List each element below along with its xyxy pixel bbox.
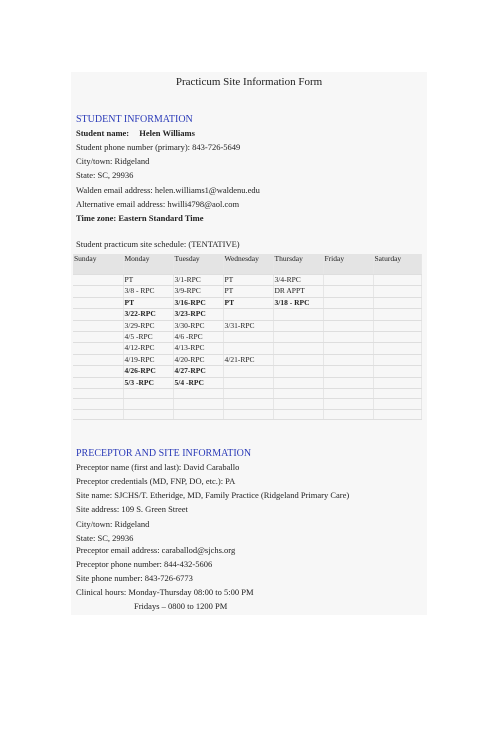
- schedule-cell: [373, 286, 421, 297]
- schedule-cell: PT: [123, 297, 173, 308]
- schedule-cell: 3/4-RPC: [273, 275, 323, 286]
- schedule-cell: [323, 409, 373, 419]
- schedule-cell: [273, 343, 323, 354]
- schedule-cell: [173, 389, 223, 399]
- preceptor-email: Preceptor email address: caraballod@sjchs.org: [76, 545, 236, 555]
- site-phone: Site phone number: 843-726-6773: [76, 573, 193, 583]
- schedule-cell: [323, 399, 373, 409]
- schedule-cell: [73, 275, 123, 286]
- schedule-cell: 4/13-RPC: [173, 343, 223, 354]
- schedule-cell: 3/22-RPC: [123, 309, 173, 320]
- schedule-cell: [373, 309, 421, 320]
- schedule-cell: [123, 389, 173, 399]
- schedule-cell: 4/12-RPC: [123, 343, 173, 354]
- preceptor-credentials: Preceptor credentials (MD, FNP, DO, etc.): PA: [76, 476, 236, 486]
- student-name-row: [76, 128, 195, 138]
- form-page: [71, 72, 427, 615]
- schedule-cell: DR APPT: [273, 286, 323, 297]
- schedule-caption: Student practicum site schedule: (TENTATIVE): [76, 239, 240, 249]
- schedule-cell: 3/30-RPC: [173, 320, 223, 331]
- student-phone: Student phone number (primary): 843-726-5649: [76, 142, 241, 152]
- schedule-cell: PT: [223, 297, 273, 308]
- table-row: [73, 309, 421, 320]
- schedule-cell: [373, 399, 421, 409]
- schedule-cell: [323, 389, 373, 399]
- schedule-cell: [73, 366, 123, 377]
- site-name: Site name: SJCHS/T. Etheridge, MD, Family Practice (Ridgeland Primary Care): [76, 490, 350, 500]
- schedule-cell: [273, 389, 323, 399]
- schedule-cell: [373, 320, 421, 331]
- student-info-heading: STUDENT INFORMATION: [76, 114, 193, 125]
- schedule-cell: [223, 377, 273, 388]
- table-row: [73, 354, 421, 365]
- schedule-cell: [73, 320, 123, 331]
- table-row: [73, 343, 421, 354]
- schedule-cell: [323, 343, 373, 354]
- schedule-cell: 3/9-RPC: [173, 286, 223, 297]
- form-title: Practicum Site Information Form: [175, 76, 323, 88]
- student-time-zone: Time zone: Eastern Standard Time: [76, 213, 204, 223]
- preceptor-info-heading: PRECEPTOR AND SITE INFORMATION: [76, 448, 252, 459]
- schedule-cell: [123, 399, 173, 409]
- schedule-cell: 3/18 - RPC: [273, 297, 323, 308]
- schedule-cell: 4/20-RPC: [173, 354, 223, 365]
- schedule-cell: [373, 297, 421, 308]
- schedule-cell: [73, 343, 123, 354]
- schedule-cell: 4/5 -RPC: [123, 332, 173, 343]
- schedule-cell: PT: [123, 275, 173, 286]
- table-row: [73, 286, 421, 297]
- student-state: State: SC, 29936: [76, 170, 134, 180]
- table-row: [73, 389, 421, 399]
- schedule-cell: [73, 354, 123, 365]
- student-walden-email: Walden email address: helen.williams1@waldenu.edu: [76, 185, 260, 195]
- schedule-cell: 3/31-RPC: [223, 320, 273, 331]
- schedule-table: [73, 254, 422, 420]
- schedule-cell: [173, 399, 223, 409]
- schedule-cell: [273, 309, 323, 320]
- schedule-cell: PT: [223, 275, 273, 286]
- schedule-header-row: [73, 254, 421, 275]
- site-city: City/town: Ridgeland: [76, 519, 150, 529]
- schedule-cell: [373, 354, 421, 365]
- schedule-cell: [223, 409, 273, 419]
- schedule-cell: [73, 332, 123, 343]
- schedule-cell: 3/16-RPC: [173, 297, 223, 308]
- preceptor-phone: Preceptor phone number: 844-432-5606: [76, 559, 213, 569]
- schedule-header-cell: Friday: [323, 254, 373, 275]
- table-row: [73, 320, 421, 331]
- schedule-cell: [73, 409, 123, 419]
- schedule-cell: [373, 343, 421, 354]
- site-state: State: SC, 29936: [76, 533, 134, 543]
- schedule-cell: 3/8 - RPC: [123, 286, 173, 297]
- schedule-cell: [73, 389, 123, 399]
- schedule-cell: [173, 409, 223, 419]
- student-name-value: Helen Williams: [139, 128, 195, 138]
- schedule-cell: [373, 275, 421, 286]
- schedule-cell: [223, 309, 273, 320]
- schedule-cell: [273, 332, 323, 343]
- schedule-cell: PT: [223, 286, 273, 297]
- schedule-cell: [323, 309, 373, 320]
- schedule-cell: 4/26-RPC: [123, 366, 173, 377]
- schedule-cell: [323, 297, 373, 308]
- schedule-header-cell: Thursday: [273, 254, 323, 275]
- site-address: Site address: 109 S. Green Street: [76, 504, 188, 514]
- schedule-cell: [373, 409, 421, 419]
- schedule-body: [73, 275, 421, 420]
- table-row: [73, 409, 421, 419]
- schedule-cell: 4/19-RPC: [123, 354, 173, 365]
- student-alt-email: Alternative email address: hwilli4798@aol.com: [76, 199, 240, 209]
- schedule-cell: 4/6 -RPC: [173, 332, 223, 343]
- schedule-cell: [323, 354, 373, 365]
- schedule-cell: [223, 343, 273, 354]
- schedule-cell: 4/27-RPC: [173, 366, 223, 377]
- schedule-cell: [223, 389, 273, 399]
- table-row: [73, 275, 421, 286]
- schedule-cell: [123, 409, 173, 419]
- schedule-cell: [273, 377, 323, 388]
- schedule-cell: [323, 286, 373, 297]
- schedule-cell: 3/29-RPC: [123, 320, 173, 331]
- schedule-cell: 5/4 -RPC: [173, 377, 223, 388]
- table-row: [73, 332, 421, 343]
- schedule-cell: [373, 389, 421, 399]
- table-row: [73, 377, 421, 388]
- schedule-cell: [73, 297, 123, 308]
- preceptor-name: Preceptor name (first and last): David Caraballo: [76, 462, 240, 472]
- schedule-cell: [273, 320, 323, 331]
- schedule-cell: [323, 366, 373, 377]
- schedule-cell: [73, 377, 123, 388]
- schedule-cell: [323, 377, 373, 388]
- schedule-header-cell: Tuesday: [173, 254, 223, 275]
- table-row: [73, 366, 421, 377]
- schedule-cell: 3/23-RPC: [173, 309, 223, 320]
- schedule-cell: 4/21-RPC: [223, 354, 273, 365]
- table-row: [73, 297, 421, 308]
- schedule-cell: [373, 366, 421, 377]
- schedule-cell: [323, 332, 373, 343]
- schedule-cell: [273, 354, 323, 365]
- schedule-cell: [323, 275, 373, 286]
- student-city: City/town: Ridgeland: [76, 156, 150, 166]
- schedule-cell: [223, 332, 273, 343]
- schedule-header-cell: Wednesday: [223, 254, 273, 275]
- schedule-cell: [73, 399, 123, 409]
- schedule-cell: [273, 399, 323, 409]
- schedule-cell: [273, 366, 323, 377]
- schedule-cell: [373, 377, 421, 388]
- schedule-cell: [373, 332, 421, 343]
- schedule-cell: [223, 399, 273, 409]
- student-name-label: Student name:: [76, 128, 130, 138]
- schedule-header-cell: Monday: [123, 254, 173, 275]
- schedule-cell: [73, 286, 123, 297]
- table-row: [73, 399, 421, 409]
- schedule-cell: [273, 409, 323, 419]
- clinical-hours-friday: Fridays – 0800 to 1200 PM: [134, 601, 228, 611]
- schedule-cell: [223, 366, 273, 377]
- schedule-cell: 3/1-RPC: [173, 275, 223, 286]
- schedule-cell: [323, 320, 373, 331]
- schedule-header-cell: Sunday: [73, 254, 123, 275]
- clinical-hours: Clinical hours: Monday-Thursday 08:00 to 5:00 PM: [76, 587, 254, 597]
- schedule-header-cell: Saturday: [373, 254, 421, 275]
- schedule-cell: [73, 309, 123, 320]
- schedule-cell: 5/3 -RPC: [123, 377, 173, 388]
